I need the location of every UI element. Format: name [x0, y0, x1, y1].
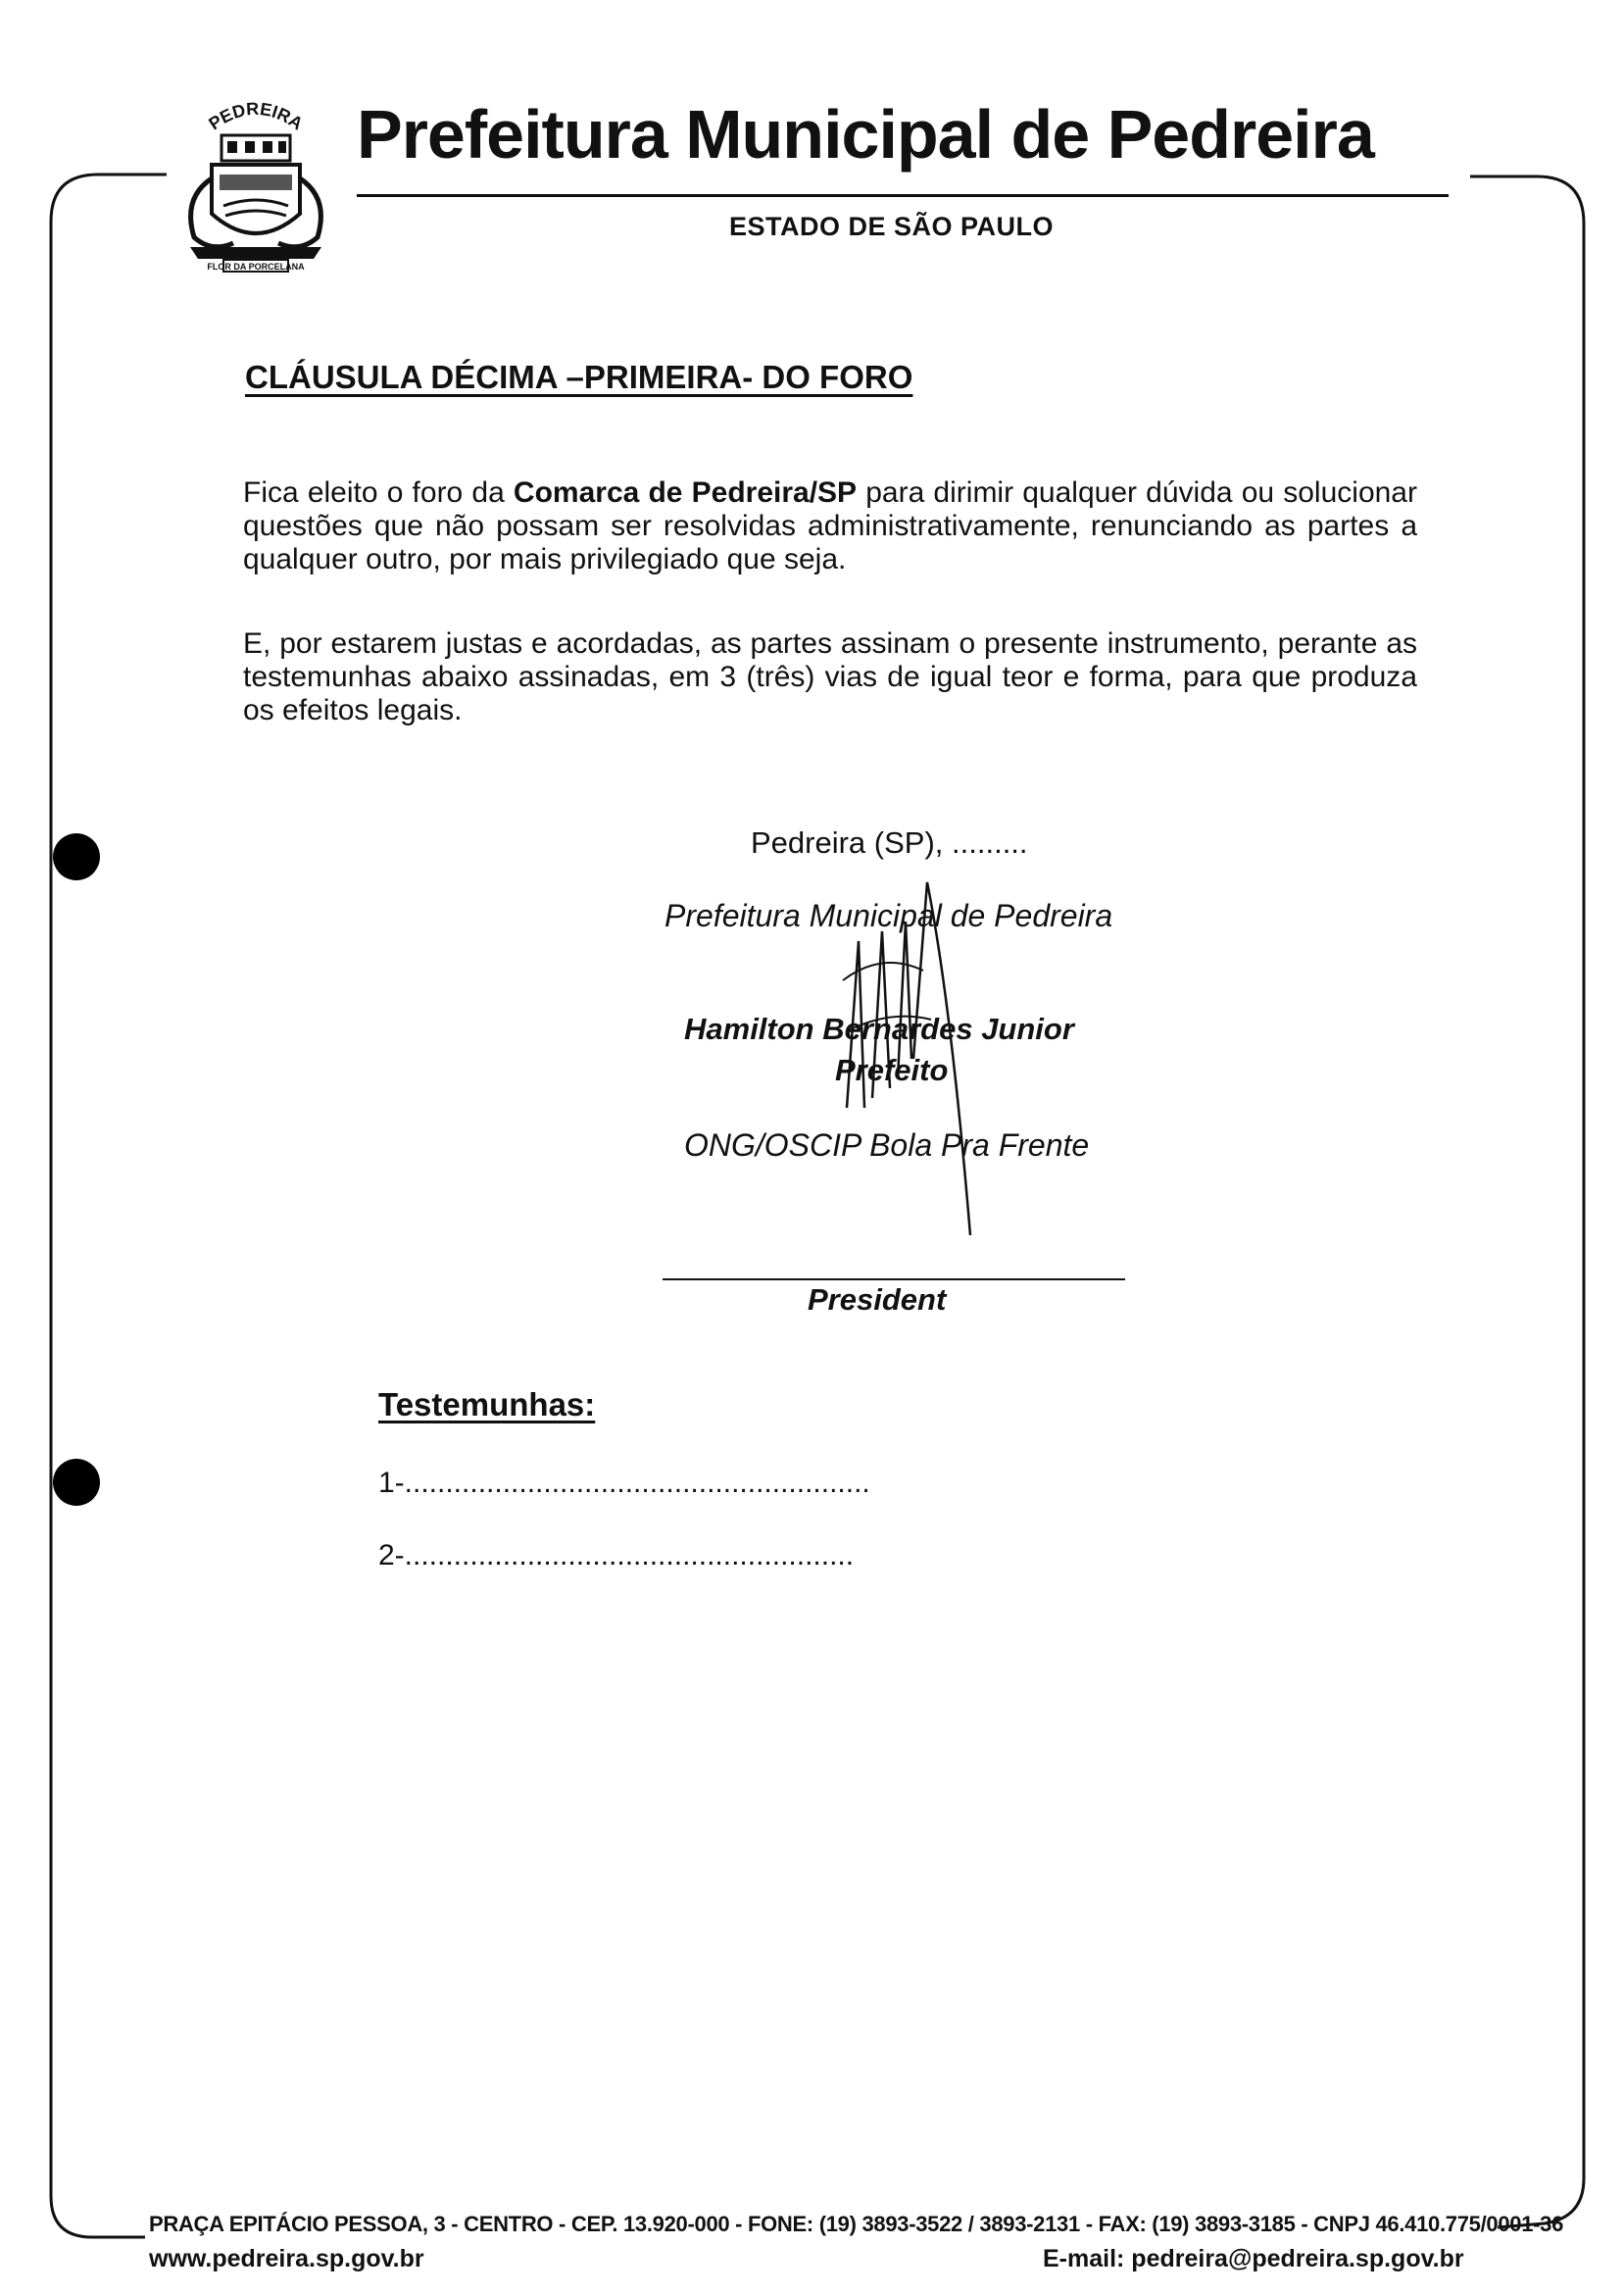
agreement-paragraph: E, por estarem justas e acordadas, as partes assinam o presente instrumento, perante as testemunhas abaixo assinadas, em 3 (três) vias de igual teor e forma, para que produza os efeitos legais. — [243, 627, 1417, 726]
signer-role: Prefeito — [835, 1053, 949, 1087]
place-date: Pedreira (SP), ......... — [751, 825, 1028, 860]
svg-text:FLOR DA PORCELANA: FLOR DA PORCELANA — [207, 262, 305, 272]
signature-line — [663, 1278, 1125, 1280]
paragraph-text-start: Fica eleito o foro da — [243, 476, 514, 509]
witnesses-heading: Testemunhas: — [378, 1386, 596, 1422]
president-label: President — [808, 1282, 947, 1317]
signer-organization: Prefeitura Municipal de Pedreira — [664, 898, 1113, 933]
clause-heading: CLÁUSULA DÉCIMA –PRIMEIRA- DO FORO — [245, 359, 913, 395]
jurisdiction-paragraph — [243, 476, 1417, 576]
witness-line-2: 2-....................................................... — [378, 1539, 855, 1572]
state-subtitle: ESTADO DE SÃO PAULO — [729, 212, 1055, 241]
punch-hole — [53, 1459, 100, 1506]
footer-email: E-mail: pedreira@pedreira.sp.gov.br — [1043, 2245, 1464, 2272]
footer-address: PRAÇA EPITÁCIO PESSOA, 3 - CENTRO - CEP. 13.920-000 - FONE: (19) 3893-3522 / 3893-2131 - FAX: (19) 3893-3185 - CNPJ 46.410.775/0001-36 — [149, 2212, 1564, 2236]
coat-of-arms-logo — [165, 80, 347, 298]
signer-name: Hamilton Bernardes Junior — [684, 1012, 1074, 1046]
punch-hole — [53, 833, 100, 880]
ngo-name: ONG/OSCIP Bola Pra Frente — [684, 1127, 1090, 1163]
handwritten-signature — [804, 863, 1000, 1255]
page-title: Prefeitura Municipal de Pedreira — [357, 96, 1374, 173]
witness-line-1: 1-......................................................... — [378, 1467, 870, 1499]
footer-website: www.pedreira.sp.gov.br — [149, 2245, 424, 2272]
svg-text:PEDREIRA: PEDREIRA — [205, 98, 307, 134]
paragraph-text-end: para dirimir qualquer dúvida ou solucionar questões que não possam ser resolvidas administrativamente, renunciando as partes a qualquer outro, por mais privilegiado que seja. — [243, 476, 1417, 575]
court-name: Comarca de Pedreira/SP — [513, 476, 858, 509]
title-underline — [357, 194, 1449, 197]
